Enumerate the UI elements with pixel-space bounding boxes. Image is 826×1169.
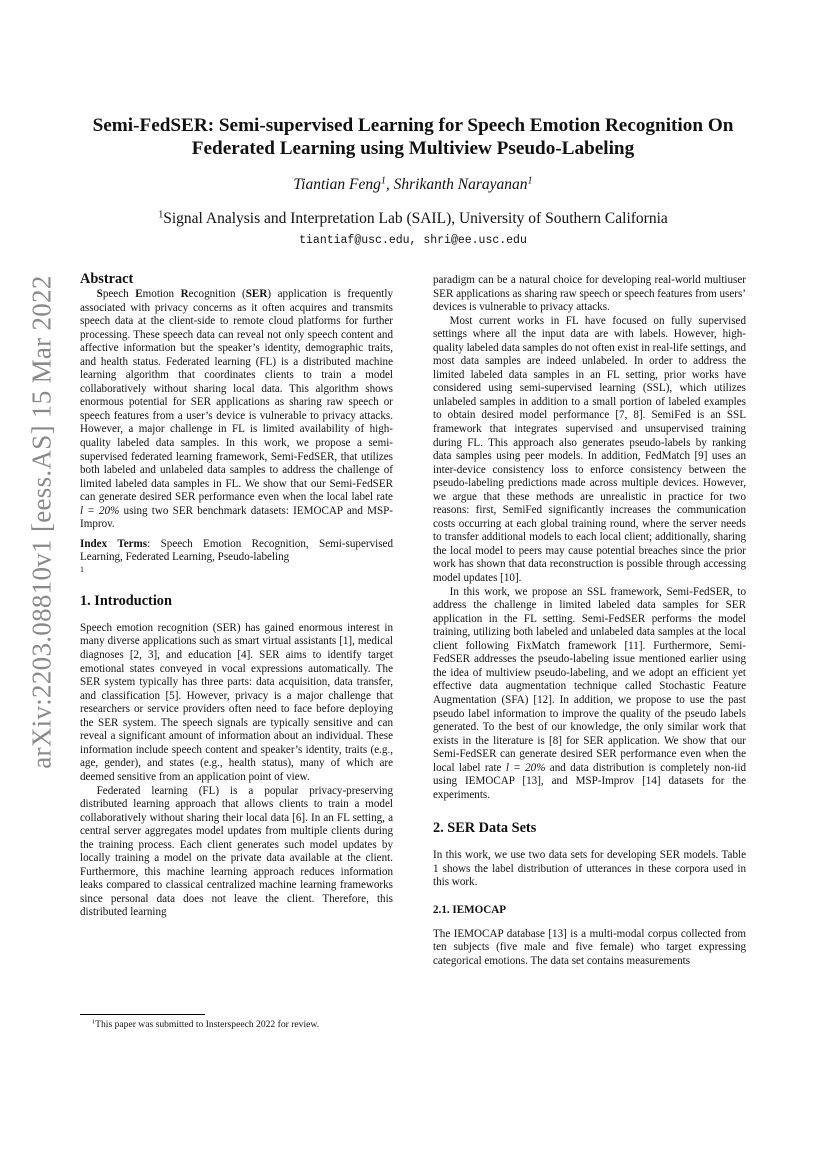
title-line-2: Federated Learning using Multiview Pseudo-Labeling	[191, 138, 635, 159]
abstract-fragment: motion	[142, 288, 181, 300]
index-terms	[80, 538, 393, 565]
label-rate-math: l = 20%	[80, 504, 120, 517]
paper-title	[80, 114, 746, 160]
abstract-fragment: ) application is frequently associated with privacy concerns as it often acquires and transmits speech data at the client-side to remote cloud platforms for further processing. These speech data can reveal not only speech content and affective information but the speaker’s identity, demographic traits, and health status. Federated learning (FL) is a distributed machine learning algorithm that coordinates clients to train a model collaboratively without sharing local data. This algorithm shows enormous potential for SER applications as sharing raw speech or speech features from a user’s device is vulnerable to privacy attacks. However, a major challenge in FL is limited availability of high-quality labeled data samples. In this work, we propose a semi-supervised federated learning framework, Semi-FedSER, that utilizes both labeled and unlabeled data samples to address the challenge of limited labeled data samples in FL. We show that our Semi-FedSER can generate desired SER performance even when the local label rate	[80, 288, 394, 504]
abstract-tail: using two SER benchmark datasets: IEMOCAP and MSP-Improv.	[80, 504, 393, 531]
iemocap-paragraph: The IEMOCAP database [13] is a multi-modal corpus collected from ten subjects (five male and five female) who target expressing categorical emotions. The data set contains measurements	[433, 927, 746, 967]
intro-paragraph-1: Speech emotion recognition (SER) has gained enormous interest in many diverse applications such as smart virtual assistants [1], medical diagnoses [2, 3], and education [4]. SER aims to identify target emotional states conveyed in vocal expressions automatically. The SER system typically has three parts: data acquisition, data transfer, and classification [5]. However, privacy is a major challenge that researchers or service providers often need to face before deploying the SER system. The speech signals are typically sensitive and can reveal a significant amount of information about an individual. These information include speech content and speaker’s identity, traits (e.g., age, gender), and states (e.g., health status), many of which are deemed sensitive from an application point of view.	[80, 621, 393, 783]
abstract-text	[80, 288, 393, 532]
right-column	[433, 274, 746, 968]
intro-paragraph-4: Most current works in FL have focused on fully supervised settings where all the input data are with labels. However, high-quality labeled data samples do not often exist in real-life settings, and most data samples are indeed unlabeled. In order to address the limited labeled data samples in an FL setting, prior works have considered using semi-supervised learning (SSL), which utilizes unlabeled samples in addition to a small portion of labeled examples to obtain desired model performance [7, 8]. SemiFed is an SSL framework that integrates supervised and unsupervised training during FL. This approach also generates pseudo-labels by ranking data samples using peer models. In addition, FedMatch [9] uses an inter-device consistency loss to enforce consistency between the pseudo-labeling predictions made across multiple devices. However, we argue that these methods are unrealistic in practice for two reasons: first, SemiFed significantly increases the communication costs occurring at each global training round, where the server needs to transfer additional models to each local client; additionally, sharing the local model to peers may cause potential breaches since the prior work has shown that data reconstruction is possible through accessing model updates [10].	[433, 314, 747, 585]
intro-p5-part-b: and data distribution is completely non-iid using IEMOCAP [13], and MSP-Improv [14] datasets for the experiments.	[433, 761, 746, 801]
abstract-fragment: ecognition (	[188, 288, 246, 300]
index-terms-text: : Speech Emotion Recognition, Semi-supervised Learning, Federated Learning, Pseudo-labeling	[80, 537, 393, 564]
footnote-tick-mark: 1	[80, 564, 84, 574]
footnote-text: This paper was submitted to Insterspeech 2022 for review.	[95, 1019, 320, 1030]
intro-p5-part-a: In this work, we propose an SSL framework, Semi-FedSER, to address the challenge in limited labeled data samples for SER application in the FL setting. Semi-FedSER performs the model training, utilizing both labeled and unlabeled data samples at the local client following FixMatch framework [11]. Furthermore, Semi-FedSER addresses the pseudo-labeling issue mentioned earlier using the idea of multiview pseudo-labeling, and we adopt an efficient yet effective data augmentation technique called Stochastic Feature Augmentation (SFA) [12]. In addition, we propose to use the past pseudo label information to improve the quality of the pseudo labels generated. To the best of our knowledge, the only similar work that exists in the literature is [8] for SER application. We show that our Semi-FedSER can generate desired SER performance even when the local label rate	[433, 585, 746, 774]
author-name: Shrikanth Narayanan	[393, 176, 528, 193]
left-column	[80, 270, 393, 920]
affiliation-mark: 1	[380, 175, 386, 187]
introduction-heading: 1. Introduction	[80, 592, 172, 609]
abstract-cap-letter: E	[135, 288, 143, 300]
affiliation	[80, 210, 746, 228]
arxiv-id-text: arXiv:2203.08810v1 [eess.AS] 15 Mar 2022	[26, 275, 57, 769]
affiliation-mark: 1	[158, 209, 164, 221]
affiliation-mark: 1	[527, 175, 533, 187]
title-line-1: Semi-FedSER: Semi-supervised Learning for Speech Emotion Recognition On	[92, 115, 734, 136]
abstract-fragment: peech	[102, 288, 136, 300]
label-rate-math: l = 20%	[505, 761, 546, 774]
affiliation-text: Signal Analysis and Interpretation Lab (SAIL), University of Southern California	[163, 210, 668, 227]
author-emails: tiantiaf@usc.edu, shri@ee.usc.edu	[299, 234, 527, 247]
footnote-rule	[80, 1014, 205, 1015]
iemocap-subheading: 2.1. IEMOCAP	[433, 903, 507, 916]
datasets-paragraph-1: In this work, we use two data sets for developing SER models. Table 1 shows the label distribution of utterances in these corpora used in this work.	[433, 849, 746, 889]
abstract-cap-letter: R	[180, 288, 189, 300]
abstract-heading: Abstract	[80, 271, 134, 287]
author-name: Tiantian Feng	[293, 176, 381, 193]
intro-paragraph-3: paradigm can be a natural choice for developing real-world multiuser SER applications as sharing raw speech or speech features from users’ devices is vulnerable to privacy attacks.	[433, 274, 746, 314]
index-terms-label: Index Terms	[80, 537, 148, 550]
footnote	[80, 1019, 393, 1031]
abstract-acronym: SER	[245, 288, 268, 300]
author-list: Tiantian Feng$^1$, Shrikanth Narayanan$^1$	[293, 175, 533, 193]
abstract-cap-letter: S	[96, 288, 103, 300]
footnote-mark: 1	[92, 1018, 96, 1026]
intro-paragraph-2: Federated learning (FL) is a popular privacy-preserving distributed learning approach that allows clients to train a model collaboratively without sharing their local data [6]. In an FL setting, a central server aggregates model updates from multiple clients during the training process. Each client generates such model updates by locally training a model on the private data available at the client. Furthermore, this machine learning approach reduces information leaks compared to classical centralized machine learning frameworks since personal data does not leave the client. Therefore, this distributed learning	[80, 784, 393, 919]
datasets-heading: 2. SER Data Sets	[433, 820, 537, 837]
arxiv-side-stamp	[22, 275, 62, 769]
intro-paragraph-5	[433, 586, 746, 803]
